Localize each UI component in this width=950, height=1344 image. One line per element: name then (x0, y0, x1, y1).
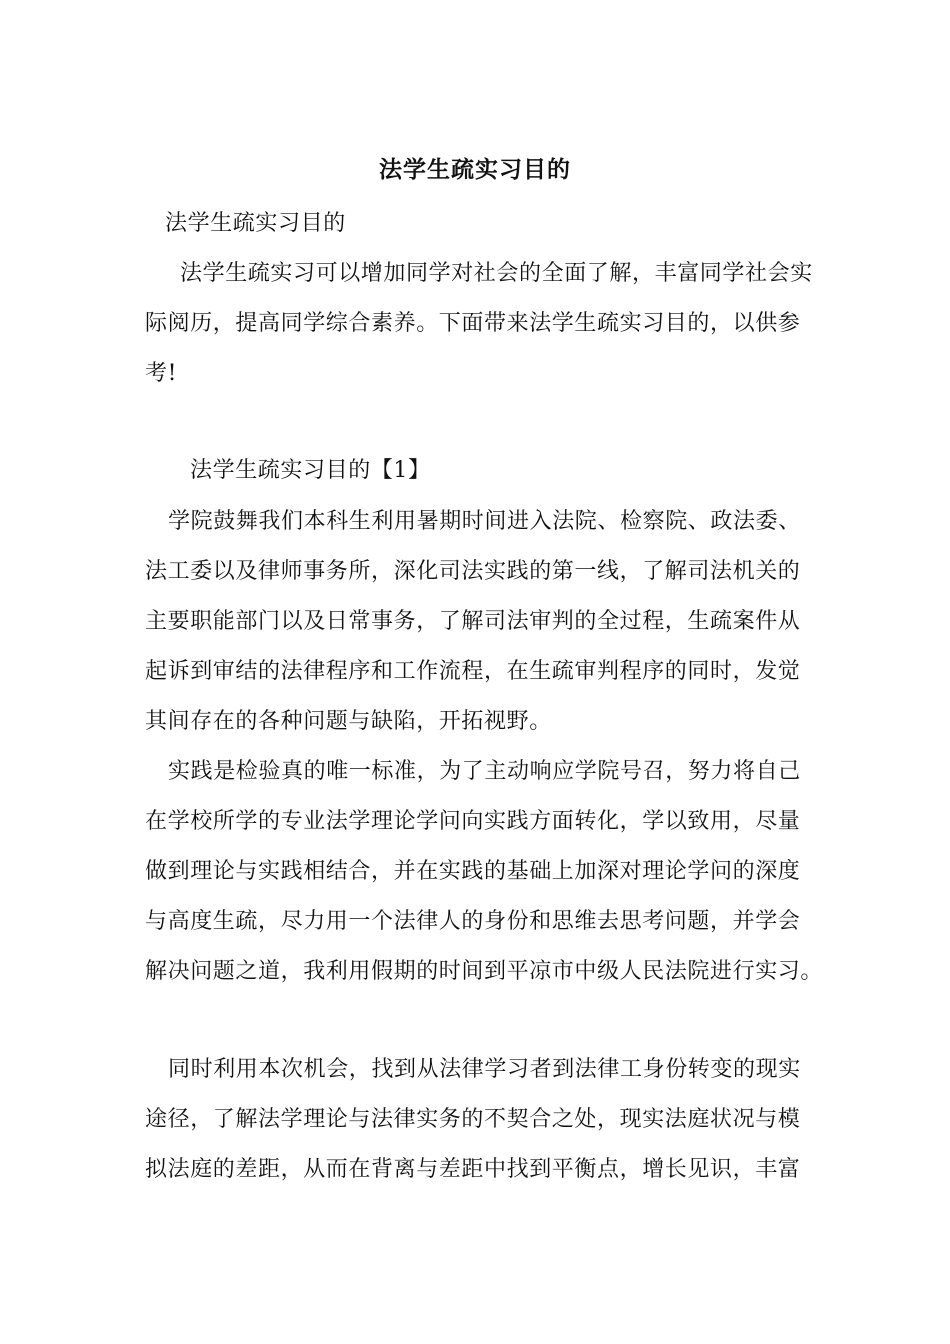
paragraph-line: 学院鼓舞我们本科生利用暑期时间进入法院、检察院、政法委、 (168, 509, 801, 534)
paragraph-line: 法学生疏实习可以增加同学对社会的全面了解，丰富同学社会实 (180, 261, 813, 286)
paragraph-line: 主要职能部门以及日常事务，了解司法审判的全过程，生疏案件从 (145, 609, 801, 634)
paragraph-line: 际阅历，提高同学综合素养。下面带来法学生疏实习目的，以供参 (145, 311, 801, 336)
paragraph-line: 考! (145, 361, 178, 386)
paragraph-line: 与高度生疏，尽力用一个法律人的身份和思维去思考问题，并学会 (145, 909, 801, 934)
paragraph-line: 在学校所学的专业法学理论学问向实践方面转化，学以致用，尽量 (145, 809, 801, 834)
paragraph-line: 起诉到审结的法律程序和工作流程，在生疏审判程序的同时，发觉 (145, 659, 801, 684)
paragraph-line: 同时利用本次机会，找到从法律学习者到法律工身份转变的现实 (168, 1057, 801, 1082)
document-title: 法学生疏实习目的 (379, 156, 571, 183)
section-heading: 法学生疏实习目的【1】 (190, 458, 431, 483)
subtitle-line: 法学生疏实习目的 (165, 211, 346, 236)
paragraph-line: 拟法庭的差距，从而在背离与差距中找到平衡点，增长见识，丰富 (145, 1157, 801, 1182)
paragraph-line: 其间存在的各种问题与缺陷，开拓视野。 (145, 709, 552, 734)
paragraph-line: 途径，了解法学理论与法律实务的不契合之处，现实法庭状况与模 (145, 1107, 801, 1132)
paragraph-line: 法工委以及律师事务所，深化司法实践的第一线，了解司法机关的 (145, 559, 801, 584)
paragraph-line: 实践是检验真的唯一标准，为了主动响应学院号召，努力将自己 (168, 759, 801, 784)
paragraph-line: 解决问题之道，我利用假期的时间到平凉市中级人民法院进行实习。 (145, 959, 824, 984)
paragraph-line: 做到理论与实践相结合，并在实践的基础上加深对理论学问的深度 (145, 859, 801, 884)
